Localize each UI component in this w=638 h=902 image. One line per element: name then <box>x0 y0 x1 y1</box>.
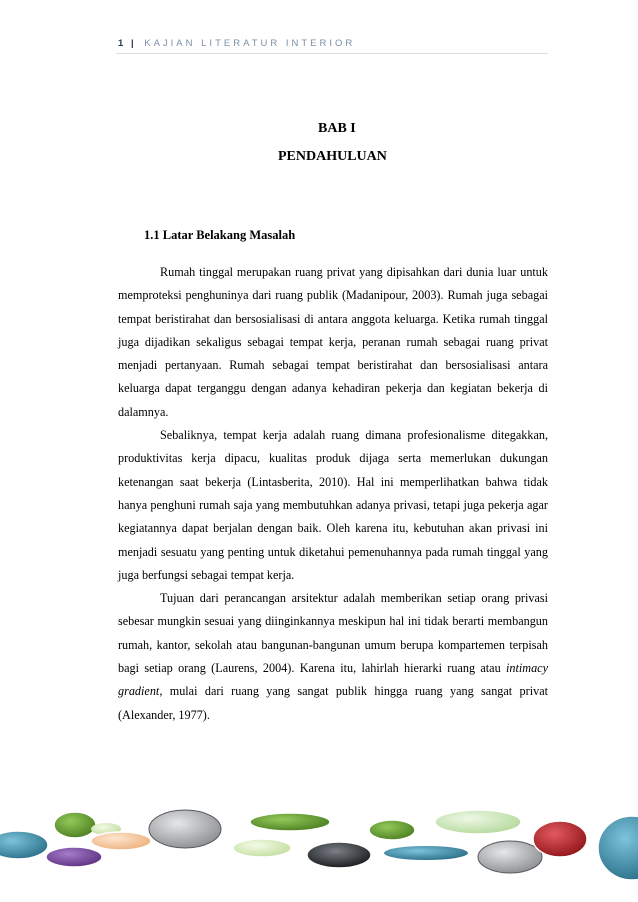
chapter-number: BAB I <box>318 121 356 136</box>
peach-ellipse-decoration <box>91 832 151 850</box>
section-heading: 1.1 Latar Belakang Masalah <box>144 228 296 242</box>
decorative-ellipses-footer <box>0 800 638 902</box>
gray-ellipse-decoration <box>149 810 221 848</box>
paragraph: Sebaliknya, tempat kerja adalah ruang dimana profesionalisme ditegakkan, produktivitas kerja dipacu, kualitas produk dijaga serta memerlukan dukungan ketenangan saat bekerja (Lintasberita, 2010). Hal ini memperlihatkan bahwa tidak hanya penghuni rumah saja yang membutuhkan adanya privasi, tetapi juga pekerja agar kegiatannya dapat berjalan dengan baik. Oleh karena itu, kebutuhan akan privasi ini menjadi sesuatu yang penting untuk diketahui pemenuhannya pada rumah tinggal yang juga berfungsi sebagai tempat kerja. <box>118 428 548 582</box>
page-number: 1 <box>118 38 124 49</box>
teal-ellipse-decoration <box>0 831 48 859</box>
purple-ellipse-decoration <box>46 847 102 867</box>
teal-ellipse-decoration <box>598 816 638 880</box>
green-ellipse-decoration <box>250 813 330 831</box>
italic-term: intimacy gradient <box>118 661 548 699</box>
running-title: KAJIAN LITERATUR INTERIOR <box>144 38 356 49</box>
body-text <box>118 261 548 727</box>
paragraph-text: , mulai dari ruang yang sangat publik hingga ruang yang sangat privat (Alexander, 1977). <box>118 684 548 722</box>
header-separator: | <box>130 38 134 49</box>
paragraph-text: Tujuan dari perancangan arsitektur adalah memberikan setiap orang privasi sebesar mungkin sesuai yang diinginkannya meskipun hal ini tidak berarti membangun rumah, kantor, sekolah atau bangunan-bangunan umum berupa kompartemen terpisah bagi setiap orang (Laurens, 2004). Karena itu, lahirlah hierarki ruang atau <box>118 591 548 676</box>
running-header <box>118 38 548 49</box>
paragraph <box>118 587 548 727</box>
paragraph: Rumah tinggal merupakan ruang privat yang dipisahkan dari dunia luar untuk memproteksi penghuninya dari ruang publik (Madanipour, 2003). Rumah juga sebagai tempat beristirahat dan bersosialisasi di antara anggota keluarga. Ketika rumah tinggal juga dijadikan sekaligus sebagai tempat kerja, peranan rumah sebagai ruang privat menjadi pertanyaan. Rumah sebagai tempat beristirahat dan bersosialisasi antara keluarga dapat terganggu dengan adanya kehadiran pekerja dan kegiatan bekerja di dalamnya. <box>118 265 548 419</box>
mint-ellipse-decoration <box>435 810 521 834</box>
green-ellipse-decoration <box>54 812 96 838</box>
light-green-ellipse-decoration <box>233 839 291 857</box>
gray-ellipse-decoration <box>478 841 542 873</box>
green-ellipse-decoration <box>369 820 415 840</box>
chapter-title: PENDAHULUAN <box>278 149 387 164</box>
header-divider <box>116 53 548 54</box>
red-ellipse-decoration <box>533 821 587 857</box>
teal-ellipse-decoration <box>384 846 468 860</box>
black-ellipse-decoration <box>307 842 371 868</box>
